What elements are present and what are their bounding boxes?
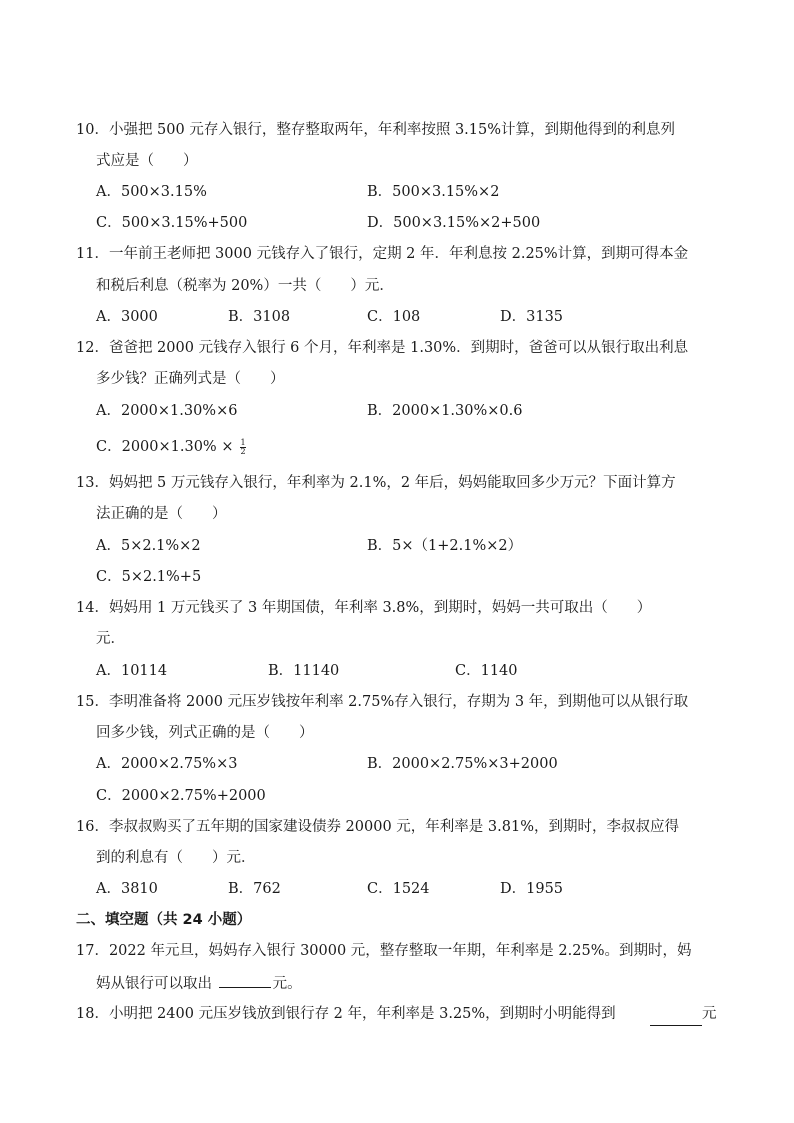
question-11-line1	[76, 244, 688, 264]
option-c[interactable]: C．108	[367, 309, 421, 325]
question-number: 11．	[76, 246, 109, 262]
question-text: 2022 年元旦，妈妈存入银行 30000 元，整存整取一年期，年利率是 2.25%。到期时，妈	[108, 943, 692, 959]
question-15-line2: 回多少钱，列式正确的是（ ）	[96, 725, 314, 741]
option-b[interactable]: B．500×3.15%×2	[367, 184, 500, 200]
option-c[interactable]: C．5×2.1%+5	[96, 569, 202, 585]
option-b[interactable]: B．5×（1+2.1%×2）	[367, 538, 523, 554]
option-c[interactable]: C．2000×2.75%+2000	[96, 788, 266, 804]
option-b[interactable]: B．3108	[228, 309, 291, 325]
question-11-line2: 和税后利息（税率为 20%）一共（ ）元．	[96, 278, 394, 294]
question-number: 18．	[76, 1006, 109, 1022]
option-a[interactable]: A．3810	[96, 881, 158, 897]
fraction-denominator: 2	[240, 446, 246, 456]
question-17-line2	[96, 973, 302, 994]
question-10-line2: 式应是（ ）	[96, 153, 198, 169]
option-c[interactable]: C．1140	[455, 663, 518, 679]
section-title: 二、填空题（共 24 小题）	[76, 912, 252, 928]
question-text: 李叔叔购买了五年期的国家建设债券 20000 元，年利率是 3.81%，到期时，李叔叔应得	[108, 819, 679, 835]
question-number: 17．	[76, 943, 109, 959]
question-number: 12．	[76, 340, 109, 356]
question-text: 小强把 500 元存入银行，整存整取两年，年利率按照 3.15%计算，到期他得到的利息列	[108, 122, 676, 138]
question-14-line1	[76, 598, 651, 618]
question-16-line1	[76, 817, 679, 837]
question-12-line2: 多少钱？正确列式是（ ）	[96, 371, 285, 387]
fraction-one-half	[240, 439, 246, 456]
question-17-line1	[76, 941, 691, 961]
question-number: 13．	[76, 475, 109, 491]
option-b[interactable]: B．2000×1.30%×0.6	[367, 403, 523, 419]
question-text: 妈妈把 5 万元钱存入银行，年利率为 2.1%，2 年后，妈妈能取回多少万元？下面计算方	[108, 475, 676, 491]
question-14-line2: 元．	[96, 631, 125, 647]
question-10-line1	[76, 120, 675, 140]
question-15-line1	[76, 692, 688, 712]
answer-blank[interactable]	[650, 1011, 702, 1026]
question-text: 李明准备将 2000 元压岁钱按年利率 2.75%存入银行，存期为 3 年，到期他可以从银行取	[108, 694, 689, 710]
option-b[interactable]: B．2000×2.75%×3+2000	[367, 756, 558, 772]
option-b[interactable]: B．11140	[268, 663, 340, 679]
option-a[interactable]: A．3000	[96, 309, 158, 325]
question-text: 妈从银行可以取出	[96, 976, 212, 992]
option-d[interactable]: D．3135	[500, 309, 564, 325]
question-13-line2: 法正确的是（ ）	[96, 506, 227, 522]
question-text: 妈妈用 1 万元钱买了 3 年期国债，年利率 3.8%，到期时，妈妈一共可取出（ ）	[108, 600, 652, 616]
question-text: 小明把 2400 元压岁钱放到银行存 2 年，年利率是 3.25%，到期时小明能得到	[108, 1006, 616, 1022]
option-a[interactable]: A．2000×2.75%×3	[96, 756, 238, 772]
question-12-line1	[76, 338, 688, 358]
question-number: 15．	[76, 694, 109, 710]
question-16-line2: 到的利息有（ ）元．	[96, 850, 256, 866]
question-text: 元。	[272, 976, 302, 992]
fraction-numerator: 1	[240, 437, 246, 447]
question-text: 爸爸把 2000 元钱存入银行 6 个月，年利率是 1.30%．到期时，爸爸可以从银行取出利息	[108, 340, 689, 356]
option-d[interactable]: D．500×3.15%×2+500	[367, 215, 541, 231]
question-number: 14．	[76, 600, 109, 616]
option-a[interactable]: A．500×3.15%	[96, 184, 207, 200]
option-c[interactable]	[96, 437, 246, 457]
option-d[interactable]: D．1955	[500, 881, 564, 897]
answer-blank[interactable]	[219, 973, 271, 988]
option-c[interactable]: C．500×3.15%+500	[96, 215, 248, 231]
question-text: 一年前王老师把 3000 元钱存入了银行，定期 2 年．年利息按 2.25%计算，到期可得本金	[108, 246, 689, 262]
option-c-text: C．2000×1.30% ×	[96, 439, 234, 455]
option-c[interactable]: C．1524	[367, 881, 430, 897]
question-13-line1	[76, 473, 676, 493]
question-18-tail: 元	[702, 1006, 717, 1022]
question-number: 16．	[76, 819, 109, 835]
option-a[interactable]: A．10114	[96, 663, 168, 679]
option-b[interactable]: B．762	[228, 881, 281, 897]
option-a[interactable]: A．5×2.1%×2	[96, 538, 201, 554]
question-18-line1	[76, 1004, 616, 1024]
option-a[interactable]: A．2000×1.30%×6	[96, 403, 238, 419]
question-number: 10．	[76, 122, 109, 138]
